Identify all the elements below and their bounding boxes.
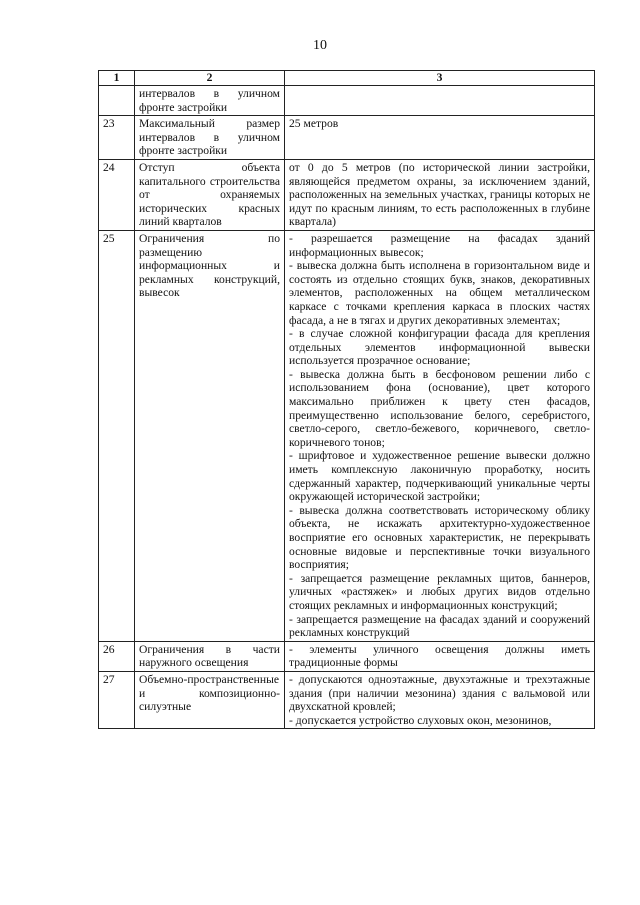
value-paragraph: - разрешается размещение на фасадах зданий информационных вывесок; xyxy=(289,231,590,259)
parameter-name: Максимальный размер интервалов в уличном фронте застройки xyxy=(135,116,285,160)
value-paragraph: - в случае сложной конфигурации фасада для крепления отдельных элементов информационной вывески используется прозрачное основание; xyxy=(289,327,590,368)
parameter-name: Ограничения в части наружного освещения xyxy=(135,641,285,671)
table-row xyxy=(99,641,595,671)
parameter-name: интервалов в уличном фронте застройки xyxy=(135,86,285,116)
table-row xyxy=(99,116,595,160)
row-number: 24 xyxy=(99,159,135,230)
table-row xyxy=(99,159,595,230)
parameter-value xyxy=(285,671,595,728)
value-paragraph: - шрифтовое и художественное решение вывески должно иметь комплексную лаконичную проработку, носить сдержанный характер, подчеркивающий уникальные черты окружающей исторической застройки; xyxy=(289,449,590,504)
page-number: 10 xyxy=(313,38,327,53)
row-number: 25 xyxy=(99,230,135,641)
parameter-name: Отступ объекта капитального строительства от охраняемых исторических красных линий кварталов xyxy=(135,159,285,230)
parameter-value xyxy=(285,116,595,160)
value-paragraph: - элементы уличного освещения должны иметь традиционные формы xyxy=(289,642,590,670)
value-paragraph: - вывеска должна соответствовать историческому облику объекта, не искажать архитектурно-художественное восприятие его основных характеристик, не перекрывать основные видовые и перспективные точки визуального восприятия; xyxy=(289,503,590,572)
value-paragraph: - вывеска должна быть в бесфоновом решении либо с использованием фона (основание), цвет которого максимально приближен к цвету стен фасадов, преимущественно использование белого, серебристого, светло-серого, светло-бежевого, коричневого, светло-коричневого тонов; xyxy=(289,367,590,449)
value-paragraph: - запрещается размещение рекламных щитов, баннеров, уличных «растяжек» и любых других видов отдельно стоящих рекламных и информационных конструкций; xyxy=(289,571,590,612)
value-paragraph: 25 метров xyxy=(289,117,339,131)
table-row xyxy=(99,230,595,641)
parameter-value xyxy=(285,86,595,116)
parameter-name: Ограничения по размещению информационных и рекламных конструкций, вывесок xyxy=(135,230,285,641)
regulations-table xyxy=(98,70,595,729)
row-number xyxy=(99,86,135,116)
column-header: 1 xyxy=(99,71,135,86)
row-number: 23 xyxy=(99,116,135,160)
table-header-row xyxy=(99,71,595,86)
row-number: 27 xyxy=(99,671,135,728)
row-number: 26 xyxy=(99,641,135,671)
table-row xyxy=(99,671,595,728)
parameter-value xyxy=(285,641,595,671)
column-header: 2 xyxy=(135,71,285,86)
parameter-value xyxy=(285,159,595,230)
value-paragraph: от 0 до 5 метров (по исторической линии застройки, являющейся предметом охраны, за исключением зданий, расположенных на земельных участках, границы которых не идут по красным линиям, то есть расположенных в глубине квартала) xyxy=(289,160,590,229)
value-paragraph: - запрещается размещение на фасадах зданий и сооружений рекламных конструкций xyxy=(289,612,590,640)
table-row xyxy=(99,86,595,116)
parameter-value xyxy=(285,230,595,641)
value-paragraph: - допускаются одноэтажные, двухэтажные и трехэтажные здания (при наличии мезонина) здания с вальмовой или двухскатной кровлей; xyxy=(289,672,590,714)
value-paragraph: - допускается устройство слуховых окон, мезонинов, xyxy=(289,713,552,727)
column-header: 3 xyxy=(285,71,595,86)
value-paragraph: - вывеска должна быть исполнена в горизонтальном виде и состоять из отдельно стоящих букв, знаков, декоративных элементов, расположенных на общем металлическом каркасе с точками крепления каркаса в плоских частях фасада, а не в тягах и других декоративных элементах; xyxy=(289,259,590,327)
parameter-name: Объемно-пространственные и композиционно-силуэтные xyxy=(135,671,285,728)
